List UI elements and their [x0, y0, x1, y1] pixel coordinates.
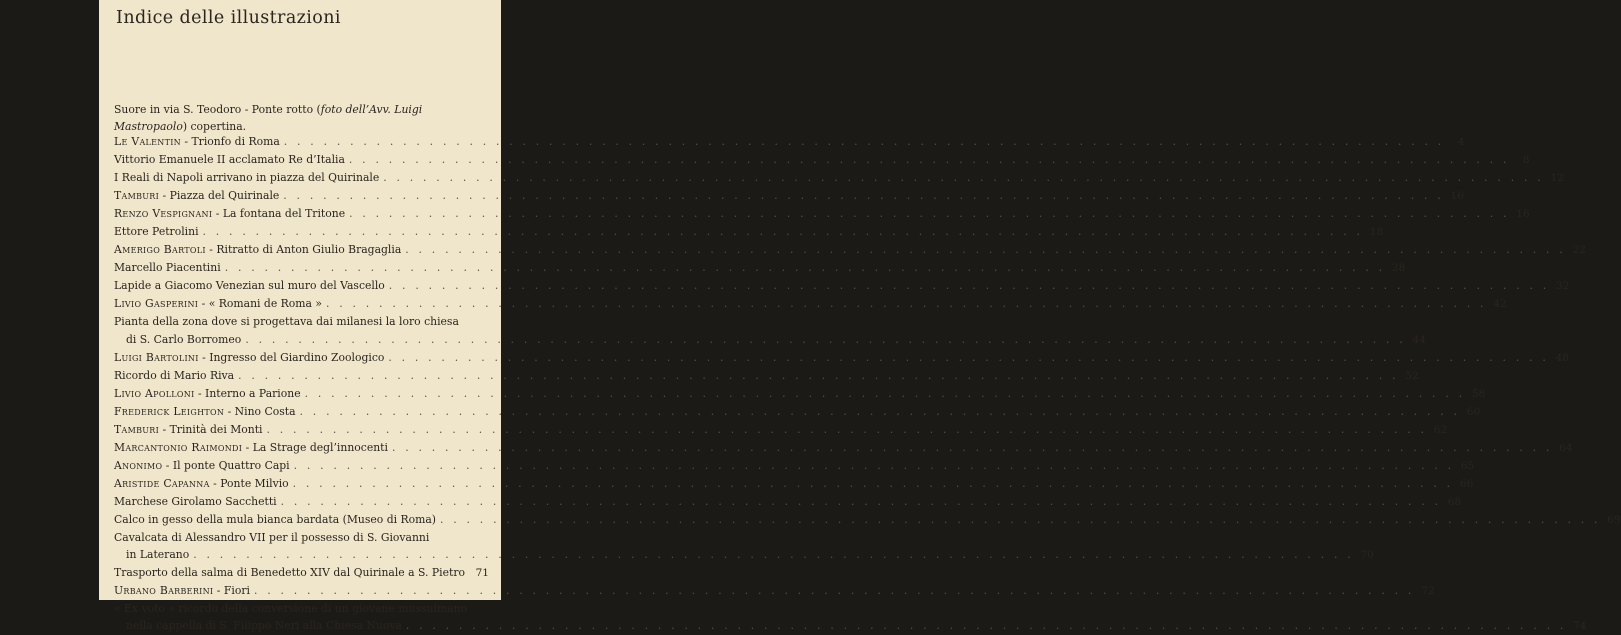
index-entry — [114, 600, 1587, 635]
entry-author: Renzo Vespignani — [114, 207, 213, 221]
leader-dots — [326, 295, 1487, 312]
entry-page-number: 42 — [1493, 298, 1507, 311]
entry-text — [114, 582, 250, 599]
leader-dots — [440, 511, 1601, 528]
entry-page-number: 68 — [1447, 495, 1462, 508]
entry-title: - Nino Costa — [224, 404, 296, 418]
illustrations-list — [114, 133, 1621, 635]
entry-text — [114, 259, 221, 276]
entry-title: - Ponte Milvio — [209, 476, 289, 490]
cover-credit-line-2: Mastropaolo) copertina. — [114, 120, 247, 133]
index-entry-line — [114, 151, 1530, 169]
entry-text — [114, 529, 429, 546]
entry-text — [114, 349, 384, 366]
index-entry — [114, 169, 1564, 187]
index-entry — [114, 187, 1464, 205]
page-title: Indice delle illustrazioni — [116, 8, 341, 28]
cover-credit-line-1: Suore in via S. Teodoro - Ponte rotto (foto dell’Avv. Luigi — [114, 103, 423, 116]
index-entry-line — [114, 295, 1507, 313]
entry-text — [114, 151, 345, 168]
entry-text — [114, 241, 401, 258]
index-entry-line — [114, 617, 1587, 635]
entry-title: - Ingresso del Giardino Zoologico — [198, 350, 385, 364]
leader-dots — [305, 385, 1466, 402]
cover-credit-entry — [114, 101, 486, 135]
entry-title: Trasporto della salma di Benedetto XIV dal Quirinale a S. Pietro — [114, 566, 465, 580]
index-entry-line — [114, 385, 1486, 403]
entry-page-number: 12 — [1550, 172, 1564, 185]
index-entry-line — [114, 277, 1570, 295]
book-page — [99, 0, 1621, 633]
leader-dots — [294, 457, 1455, 474]
entry-title: - Fiori — [213, 584, 250, 598]
entry-author: Le Valentin — [114, 135, 181, 148]
entry-page-number: 74 — [1573, 620, 1587, 633]
entry-title: - La fontana del Tritone — [212, 207, 346, 221]
entry-page-number: 71 — [475, 567, 489, 580]
entry-text — [114, 600, 467, 617]
leader-dots — [392, 439, 1553, 456]
entry-author: Frederick Leighton — [114, 404, 225, 418]
index-entry-line — [114, 511, 1621, 529]
entry-title: I Reali di Napoli arrivano in piazza del Quirinale — [114, 171, 380, 185]
entry-text — [114, 223, 199, 240]
entry-author: Marcantonio Raimondi — [114, 440, 243, 454]
index-entry — [114, 367, 1419, 385]
leader-dots — [405, 241, 1566, 258]
entry-title: Marchese Girolamo Sacchetti — [114, 494, 277, 508]
entry-continuation: nella cappella di S. Filippo Neri alla Chiesa Nuova — [126, 619, 402, 633]
index-entry — [114, 259, 1406, 277]
entry-author: Amerigo Bartoli — [114, 243, 206, 257]
entry-page-number: 62 — [1433, 423, 1448, 436]
entry-page-number: 58 — [1471, 387, 1486, 400]
index-entry — [114, 582, 1435, 600]
entry-title: Calco in gesso della mula bianca bardata (Museo di Roma) — [114, 512, 437, 526]
entry-title: Marcello Piacentini — [114, 261, 221, 275]
index-entry — [114, 421, 1448, 439]
leader-dots — [383, 169, 1544, 186]
entry-title: - Interno a Parione — [194, 386, 301, 400]
index-entry — [114, 241, 1586, 259]
index-entry-line — [114, 403, 1481, 421]
entry-title: - La Strage degl’innocenti — [242, 440, 388, 454]
entry-continuation: in Laterano — [126, 548, 190, 562]
index-entry-line — [114, 313, 486, 330]
entry-author: Anonimo — [114, 458, 163, 472]
leader-dots — [389, 277, 1550, 294]
index-entry-line — [114, 205, 1530, 223]
index-entry-line — [114, 223, 1384, 241]
index-entry — [114, 349, 1569, 367]
index-entry-line — [114, 529, 486, 546]
leader-dots — [300, 403, 1461, 420]
index-entry — [114, 457, 1475, 475]
entry-author: Aristide Capanna — [114, 476, 210, 490]
entry-page-number: 72 — [1421, 585, 1435, 598]
index-entry — [114, 403, 1481, 421]
index-entry — [114, 385, 1486, 403]
leader-dots — [203, 223, 1364, 240]
index-entry-line — [114, 475, 1474, 493]
entry-author: Livio Apolloni — [114, 386, 195, 400]
entry-text — [114, 385, 301, 402]
leader-dots — [267, 421, 1428, 438]
index-entry — [114, 493, 1462, 511]
entry-title: Ettore Petrolini — [114, 225, 199, 239]
entry-text — [114, 295, 322, 312]
entry-title: - Il ponte Quattro Capi — [162, 458, 290, 472]
index-entry — [114, 151, 1530, 169]
index-entry-line — [114, 600, 486, 617]
index-entry-line — [114, 349, 1569, 367]
index-entry-line — [114, 169, 1564, 187]
index-entry-line — [114, 133, 1465, 151]
entry-title: - Trionfo di Roma — [180, 135, 280, 148]
leader-dots — [238, 367, 1399, 384]
entry-page-number: 22 — [1572, 244, 1586, 257]
entry-title: - Piazza del Quirinale — [159, 189, 280, 203]
entry-page-number: 44 — [1412, 333, 1426, 346]
index-entry — [114, 277, 1570, 295]
entry-title: Lapide a Giacomo Venezian sul muro del Vascello — [114, 279, 385, 293]
entry-text — [114, 205, 345, 222]
leader-dots — [349, 205, 1510, 222]
entry-text — [114, 187, 279, 204]
entry-author: Livio Gasperini — [114, 297, 199, 311]
entry-author: Luigi Bartolini — [114, 350, 199, 364]
entry-title: « Ex voto » ricordo della conversione di un giovane mussulmano — [114, 602, 468, 616]
index-entry — [114, 295, 1507, 313]
leader-dots — [245, 331, 1406, 348]
entry-title: Vittorio Emanuele II acclamato Re d’Italia — [114, 153, 345, 167]
leader-dots — [349, 151, 1510, 168]
leader-dots — [388, 349, 1549, 366]
entry-page-number: 16 — [1516, 208, 1530, 221]
leader-dots — [406, 617, 1567, 634]
entry-page-number: 4 — [1457, 136, 1465, 148]
entry-page-number: 28 — [1391, 262, 1406, 275]
index-entry-line — [114, 187, 1464, 205]
index-entry — [114, 205, 1530, 223]
entry-page-number: 16 — [1450, 190, 1464, 203]
index-entry-line — [114, 564, 489, 582]
entry-text — [114, 439, 388, 456]
entry-page-number: 66 — [1459, 477, 1474, 490]
index-entry-line — [114, 546, 1374, 564]
leader-dots — [225, 259, 1386, 276]
index-entry — [114, 313, 1426, 348]
index-entry-line — [114, 493, 1462, 511]
index-entry — [114, 564, 489, 582]
entry-text — [114, 133, 280, 150]
index-entry — [114, 475, 1474, 493]
index-entry — [114, 511, 1621, 529]
index-entry-line — [114, 241, 1586, 259]
index-entry-line — [114, 259, 1406, 277]
entry-page-number: 64 — [1559, 441, 1573, 454]
entry-text — [114, 367, 234, 384]
entry-title: - Trinità dei Monti — [159, 422, 263, 436]
leader-dots — [284, 133, 1445, 150]
entry-author: Tamburi — [114, 422, 160, 436]
entry-text — [114, 457, 290, 474]
entry-page-number: 8 — [1522, 154, 1530, 167]
leader-dots — [283, 187, 1444, 204]
index-entry-line — [114, 439, 1573, 457]
index-entry-line — [114, 582, 1435, 600]
entry-page-number: 18 — [1369, 226, 1384, 239]
entry-text — [114, 313, 459, 330]
entry-text — [114, 511, 436, 528]
entry-page-number: 65 — [1460, 459, 1475, 472]
entry-title: - « Romani de Roma » — [198, 297, 322, 311]
leader-dots — [193, 546, 1354, 563]
entry-page-number: 70 — [1360, 549, 1374, 562]
entry-text — [114, 277, 385, 294]
leader-dots — [254, 582, 1415, 599]
index-entry — [114, 223, 1384, 241]
entry-page-number: 48 — [1555, 351, 1569, 364]
entry-page-number: 69 — [1607, 513, 1621, 526]
entry-text — [114, 421, 263, 438]
index-entry — [114, 439, 1573, 457]
entry-author: Tamburi — [114, 189, 160, 203]
leader-dots — [293, 475, 1454, 492]
index-entry — [114, 529, 1374, 564]
index-entry-line — [114, 331, 1426, 349]
entry-author: Urbano Barberini — [114, 584, 214, 598]
index-entry-line — [114, 421, 1448, 439]
entry-continuation: di S. Carlo Borromeo — [126, 332, 242, 346]
entry-text — [114, 403, 296, 420]
entry-text — [114, 169, 379, 186]
index-entry-line — [114, 457, 1475, 475]
entry-title: - Ritratto di Anton Giulio Bragaglia — [205, 243, 402, 257]
entry-title: Pianta della zona dove si progettava dai milanesi la loro chiesa — [114, 315, 459, 329]
index-entry-line — [114, 367, 1419, 385]
entry-text — [114, 564, 465, 581]
entry-page-number: 60 — [1466, 405, 1481, 418]
index-entry — [114, 133, 1465, 151]
entry-title: Ricordo di Mario Riva — [114, 368, 235, 382]
entry-page-number: 32 — [1556, 280, 1570, 293]
entry-text — [114, 493, 277, 510]
leader-dots — [281, 493, 1442, 510]
entry-text — [114, 475, 289, 492]
entry-page-number: 52 — [1405, 369, 1419, 382]
entry-title: Cavalcata di Alessandro VII per il possesso di S. Giovanni — [114, 531, 430, 545]
